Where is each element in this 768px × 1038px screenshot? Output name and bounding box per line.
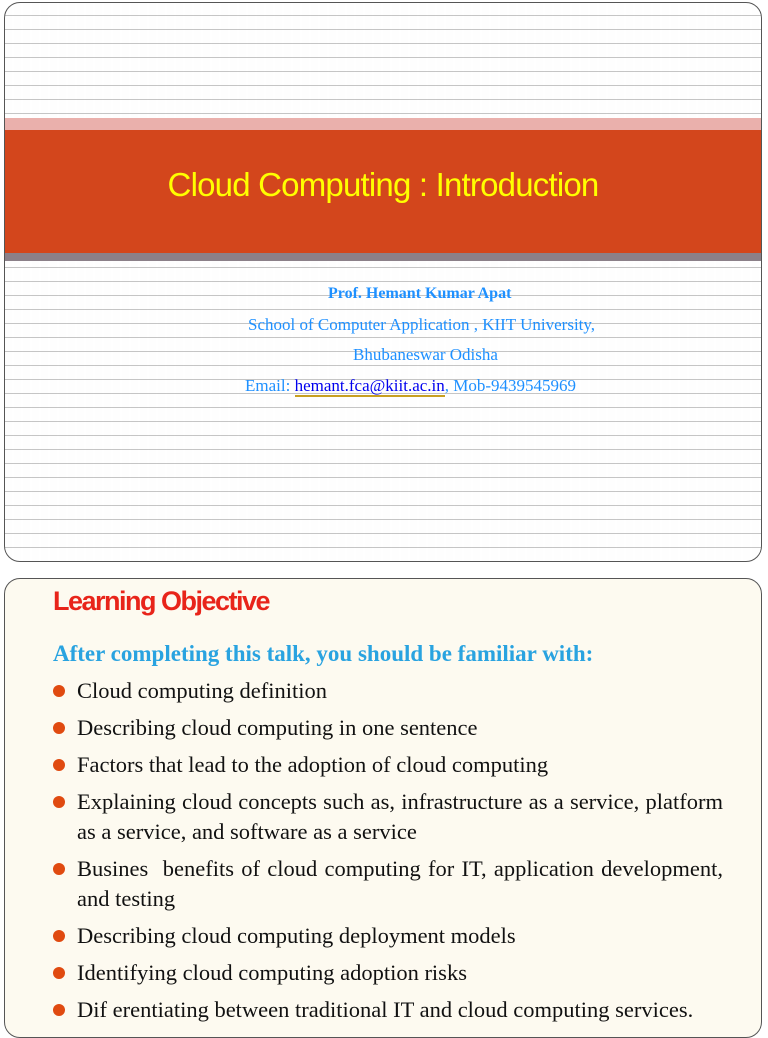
author-location: Bhubaneswar Odisha [353,345,498,364]
objective-item [53,750,723,780]
objective-item-text: Busines benefits of cloud computing for IT, application development, and testing [77,856,729,911]
email-label: Email: [245,376,295,395]
title-slide [4,2,762,562]
objective-item [53,676,723,706]
objective-item-text: Explaining cloud concepts such as, infrastructure as a service, platform as a service, and software as a service [77,789,723,844]
objective-item [53,995,723,1025]
slide-title: Cloud Computing : Introduction [167,166,599,203]
objective-item-text: Describing cloud computing deployment models [77,923,516,948]
objective-item-text: Dif erentiating between traditional IT and cloud computing services. [77,997,694,1022]
email-link[interactable]: hemant.fca@kiit.ac.in [294,376,445,395]
objective-item [53,713,723,743]
mobile-number: , Mob-9439545969 [444,376,577,395]
bullet-icon [53,930,65,942]
objective-item [53,854,729,914]
objective-item [53,921,723,951]
title-divider-band [5,253,761,261]
title-accent-band [5,118,761,130]
bullet-icon [53,863,65,875]
author-contact [245,376,576,396]
author-name: Prof. Hemant Kumar Apat [328,285,512,302]
objective-subtitle: After completing this talk, you should be familiar with: [53,641,594,666]
bullet-icon [53,1004,65,1016]
bullet-icon [53,796,65,808]
bullet-icon [53,722,65,734]
objective-item [53,787,723,847]
objective-item-text: Cloud computing definition [77,678,327,703]
objective-item-text: Factors that lead to the adoption of cloud computing [77,752,549,777]
objective-list [53,676,729,1032]
bullet-icon [53,685,65,697]
objective-item [53,958,723,988]
objective-item-text: Identifying cloud computing adoption risks [77,960,467,985]
bullet-icon [53,967,65,979]
bullet-icon [53,759,65,771]
objective-title: Learning Objective [53,586,270,616]
objective-slide [4,578,762,1038]
author-affiliation: School of Computer Application , KIIT University, [248,315,596,334]
objective-item-text: Describing cloud computing in one sentence [77,715,478,740]
